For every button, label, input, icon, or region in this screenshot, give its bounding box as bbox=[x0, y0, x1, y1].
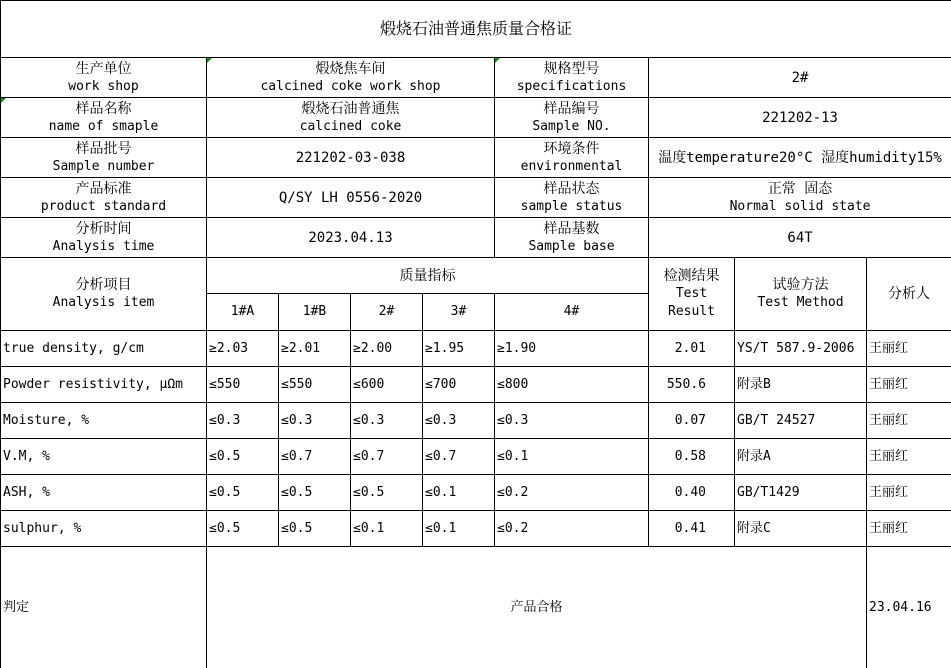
spec-cell[interactable]: ≤0.3 bbox=[495, 403, 649, 439]
spec-cell[interactable]: ≤0.5 bbox=[207, 511, 279, 547]
result-cell[interactable]: 0.40 bbox=[649, 475, 735, 511]
info-label-cell[interactable] bbox=[495, 98, 649, 138]
label-en: product standard bbox=[40, 198, 167, 214]
spec-cell[interactable]: ≤600 bbox=[351, 367, 423, 403]
spec-cell[interactable]: ≤0.1 bbox=[351, 511, 423, 547]
info-value-cell[interactable] bbox=[649, 138, 951, 178]
value-cn: 煅烧焦车间 bbox=[315, 60, 386, 77]
result-cell[interactable]: 2.01 bbox=[649, 331, 735, 367]
info-row bbox=[1, 138, 951, 178]
judgment-label[interactable]: 判定 bbox=[1, 547, 207, 668]
info-value-cell[interactable] bbox=[649, 218, 951, 258]
value-en: Normal solid state bbox=[729, 198, 871, 214]
item-cell[interactable]: Moisture, % bbox=[1, 403, 207, 439]
item-cell[interactable]: Powder resistivity, μΩm bbox=[1, 367, 207, 403]
analyst-cell[interactable]: 王丽红 bbox=[867, 403, 951, 439]
value: 正常 固态 bbox=[767, 180, 833, 197]
analyst-cell[interactable]: 王丽红 bbox=[867, 367, 951, 403]
spec-cell[interactable]: ≤0.1 bbox=[423, 475, 495, 511]
info-label-cell[interactable] bbox=[1, 58, 207, 98]
value: 221202-13 bbox=[762, 109, 838, 126]
label-cn: 环境条件 bbox=[543, 140, 600, 157]
spec-cell[interactable]: ≤800 bbox=[495, 367, 649, 403]
spec-cell[interactable]: ≤550 bbox=[207, 367, 279, 403]
value: 64T bbox=[787, 229, 813, 246]
value-cn: 煅烧石油普通焦 bbox=[301, 100, 400, 117]
label-cn: 分析时间 bbox=[75, 220, 132, 237]
judgment-date[interactable]: 23.04.16 bbox=[867, 547, 951, 668]
spec-cell[interactable]: ≤0.3 bbox=[207, 403, 279, 439]
table-row bbox=[1, 403, 951, 439]
info-label-cell[interactable] bbox=[495, 178, 649, 218]
label-cn: 检测结果 bbox=[663, 268, 720, 284]
table-row bbox=[1, 511, 951, 547]
spec-cell[interactable]: ≤550 bbox=[279, 367, 351, 403]
label-en: Result bbox=[668, 304, 715, 319]
value-cn: 2023.04.13 bbox=[308, 229, 393, 246]
label-cn: 质量指标 bbox=[399, 267, 456, 284]
label-en: specifications bbox=[516, 78, 627, 94]
info-value-cell[interactable] bbox=[649, 58, 951, 98]
spec-cell[interactable]: ≤0.3 bbox=[423, 403, 495, 439]
info-label-cell[interactable] bbox=[1, 178, 207, 218]
label-cn: 试验方法 bbox=[772, 277, 829, 293]
document-title: 煅烧石油普通焦质量合格证 bbox=[1, 1, 951, 58]
info-label-cell[interactable] bbox=[1, 98, 207, 138]
info-label-cell[interactable] bbox=[495, 58, 649, 98]
label-en: work shop bbox=[68, 78, 139, 94]
result-cell[interactable]: 0.41 bbox=[649, 511, 735, 547]
spec-cell[interactable]: ≤0.5 bbox=[351, 475, 423, 511]
analyst-cell[interactable]: 王丽红 bbox=[867, 439, 951, 475]
spec-cell[interactable]: ≤0.5 bbox=[279, 511, 351, 547]
header-grade[interactable]: 1#A bbox=[207, 294, 279, 331]
label-cn: 样品批号 bbox=[75, 140, 132, 157]
info-label-cell[interactable] bbox=[495, 138, 649, 178]
value: 2# bbox=[791, 69, 809, 86]
method-cell[interactable]: 附录B bbox=[735, 367, 867, 403]
info-label-cell[interactable] bbox=[1, 218, 207, 258]
analyst-cell[interactable]: 王丽红 bbox=[867, 331, 951, 367]
info-value-cell[interactable] bbox=[207, 178, 495, 218]
label-cn: 规格型号 bbox=[543, 60, 600, 77]
result-cell[interactable]: 550.6 bbox=[649, 367, 735, 403]
info-row bbox=[1, 178, 951, 218]
item-cell[interactable]: sulphur, % bbox=[1, 511, 207, 547]
spec-cell[interactable]: ≤0.7 bbox=[423, 439, 495, 475]
label-en: Test bbox=[675, 286, 708, 301]
label-cn: 样品编号 bbox=[543, 100, 600, 117]
info-value-cell[interactable] bbox=[207, 98, 495, 138]
method-cell[interactable]: YS/T 587.9-2006 bbox=[735, 331, 867, 367]
value-en: calcined coke work shop bbox=[260, 78, 441, 94]
label-cn: 分析项目 bbox=[75, 277, 132, 293]
header-analysis-item[interactable] bbox=[1, 258, 207, 331]
spec-cell[interactable]: ≥2.01 bbox=[279, 331, 351, 367]
spec-cell[interactable]: ≤0.1 bbox=[495, 439, 649, 475]
header-grade[interactable]: 3# bbox=[423, 294, 495, 331]
header-grade[interactable]: 2# bbox=[351, 294, 423, 331]
result-cell[interactable]: 0.07 bbox=[649, 403, 735, 439]
info-row bbox=[1, 218, 951, 258]
cell-comment-marker bbox=[495, 58, 500, 63]
table-row bbox=[1, 367, 951, 403]
method-cell[interactable]: GB/T1429 bbox=[735, 475, 867, 511]
spec-cell[interactable]: ≤0.7 bbox=[279, 439, 351, 475]
label-cn: 样品状态 bbox=[543, 180, 600, 197]
spec-cell[interactable]: ≤0.5 bbox=[279, 475, 351, 511]
label-en: Analysis time bbox=[52, 238, 155, 254]
cell-comment-marker bbox=[1, 98, 6, 103]
method-cell[interactable]: 附录A bbox=[735, 439, 867, 475]
table-row bbox=[1, 331, 951, 367]
info-value-cell[interactable] bbox=[207, 218, 495, 258]
value: 温度temperature20°C 湿度humidity15% bbox=[658, 149, 942, 166]
spec-cell[interactable]: ≤0.2 bbox=[495, 475, 649, 511]
table-row bbox=[1, 439, 951, 475]
label-en: Sample NO. bbox=[532, 118, 611, 134]
method-cell[interactable]: GB/T 24527 bbox=[735, 403, 867, 439]
spec-cell[interactable]: ≤0.5 bbox=[207, 439, 279, 475]
info-label-cell[interactable] bbox=[495, 218, 649, 258]
label-cn: 样品名称 bbox=[75, 100, 132, 117]
header-analyst[interactable] bbox=[867, 258, 951, 331]
item-cell[interactable]: ASH, % bbox=[1, 475, 207, 511]
header-test-method[interactable] bbox=[735, 258, 867, 331]
label-en: Analysis item bbox=[52, 295, 155, 310]
item-cell[interactable]: V.M, % bbox=[1, 439, 207, 475]
spec-cell[interactable]: ≤0.5 bbox=[207, 475, 279, 511]
table-row bbox=[1, 475, 951, 511]
header-quality-index[interactable] bbox=[207, 258, 649, 294]
spec-cell[interactable]: ≥2.03 bbox=[207, 331, 279, 367]
header-grade[interactable]: 4# bbox=[495, 294, 649, 331]
label-en: name of smaple bbox=[48, 118, 159, 134]
label-cn: 分析人 bbox=[888, 286, 931, 302]
info-row bbox=[1, 98, 951, 138]
spec-cell[interactable]: ≤0.1 bbox=[423, 511, 495, 547]
spec-cell[interactable]: ≤0.2 bbox=[495, 511, 649, 547]
spec-cell[interactable]: ≥1.95 bbox=[423, 331, 495, 367]
method-cell[interactable]: 附录C bbox=[735, 511, 867, 547]
label-cn: 产品标准 bbox=[75, 180, 132, 197]
label-en: Sample base bbox=[528, 238, 615, 254]
value-en: calcined coke bbox=[299, 118, 402, 134]
judgment-value[interactable]: 产品合格 bbox=[207, 547, 867, 668]
spec-cell[interactable]: ≤0.3 bbox=[279, 403, 351, 439]
spec-cell[interactable]: ≥1.90 bbox=[495, 331, 649, 367]
value-cn: 221202-03-038 bbox=[295, 149, 406, 166]
label-cn: 样品基数 bbox=[543, 220, 600, 237]
spec-cell[interactable]: ≤0.7 bbox=[351, 439, 423, 475]
item-cell[interactable]: true density, g/cm bbox=[1, 331, 207, 367]
header-grade[interactable]: 1#B bbox=[279, 294, 351, 331]
value-cn: Q/SY LH 0556-2020 bbox=[278, 189, 423, 206]
label-en: Test Method bbox=[757, 295, 844, 310]
analyst-cell[interactable]: 王丽红 bbox=[867, 475, 951, 511]
result-cell[interactable]: 0.58 bbox=[649, 439, 735, 475]
analyst-cell[interactable]: 王丽红 bbox=[867, 511, 951, 547]
info-label-cell[interactable] bbox=[1, 138, 207, 178]
label-en: environmental bbox=[520, 158, 623, 174]
cell-comment-marker bbox=[207, 58, 212, 63]
info-value-cell[interactable] bbox=[649, 98, 951, 138]
label-en: sample status bbox=[520, 198, 623, 214]
info-value-cell[interactable] bbox=[207, 58, 495, 98]
spec-cell[interactable]: ≤700 bbox=[423, 367, 495, 403]
label-cn: 生产单位 bbox=[75, 60, 132, 77]
spec-cell[interactable]: ≥2.00 bbox=[351, 331, 423, 367]
info-row bbox=[1, 58, 951, 98]
info-value-cell[interactable] bbox=[207, 138, 495, 178]
label-en: Sample number bbox=[52, 158, 155, 174]
spec-cell[interactable]: ≤0.3 bbox=[351, 403, 423, 439]
info-value-cell[interactable] bbox=[649, 178, 951, 218]
header-test-result[interactable] bbox=[649, 258, 735, 331]
